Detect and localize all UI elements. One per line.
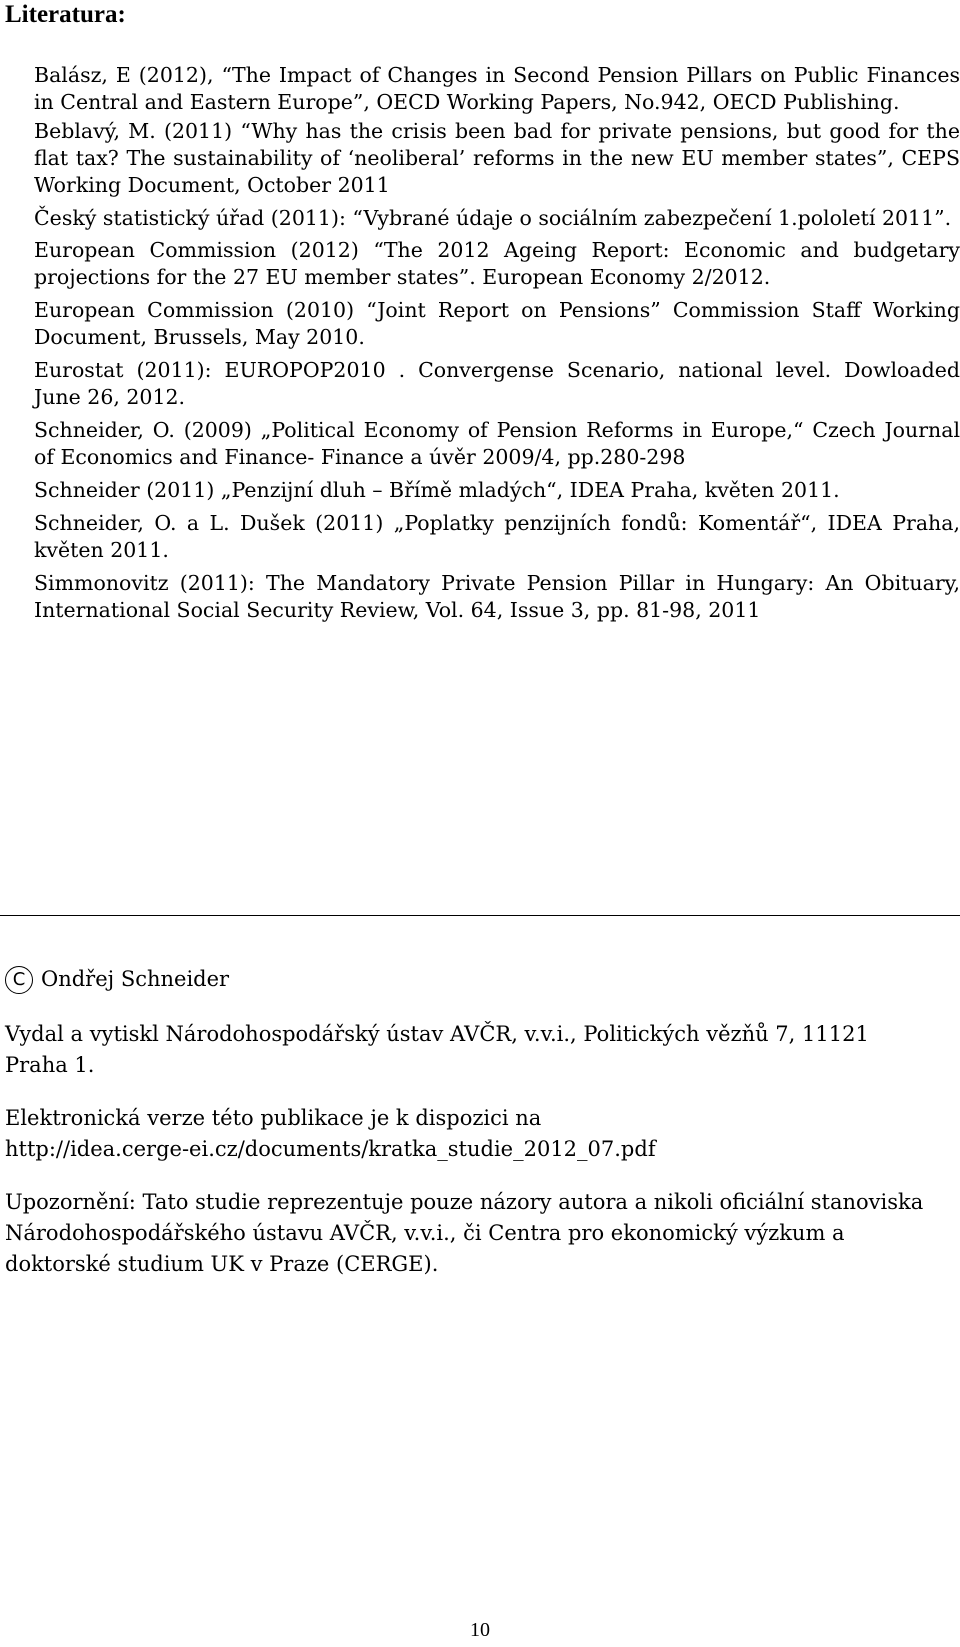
electronic-version-note	[5, 1103, 925, 1165]
horizontal-divider	[0, 915, 960, 916]
reference-item: Schneider, O. (2009) „Political Economy of Pension Reforms in Europe,“ Czech Journal of Economics and Finance- Finance a úvěr 2009/4, pp.280-298	[34, 418, 960, 469]
reference-item: Eurostat (2011): EUROPOP2010 . Convergense Scenario, national level. Dowloaded June 26, 2012.	[34, 358, 960, 409]
reference-item: European Commission (2010) “Joint Report on Pensions” Commission Staff Working Document, Brussels, May 2010.	[34, 298, 960, 349]
colophon	[5, 964, 925, 1302]
reference-item: Schneider (2011) „Penzijní dluh – Břímě mladých“, IDEA Praha, květen 2011.	[34, 478, 840, 502]
reference-item: Balász, E (2012), “The Impact of Changes in Second Pension Pillars on Public Finances in Central and Eastern Europe”, OECD Working Papers, No.942, OECD Publishing.	[34, 63, 960, 114]
publisher-statement: Vydal a vytiskl Národohospodářský ústav AVČR, v.v.i., Politických vězňů 7, 11121 Praha 1.	[5, 1022, 869, 1077]
reference-item: European Commission (2012) “The 2012 Ageing Report: Economic and budgetary projections for the 27 EU member states”. European Economy 2/2012.	[34, 238, 960, 289]
reference-item: Simmonovitz (2011): The Mandatory Private Pension Pillar in Hungary: An Obituary, International Social Security Review, Vol. 64, Issue 3, pp. 81-98, 2011	[34, 571, 960, 622]
reference-item: Český statistický úřad (2011): “Vybrané údaje o sociálním zabezpečení 1.pololetí 2011”.	[34, 206, 952, 230]
electronic-version-intro: Elektronická verze této publikace je k dispozici na	[5, 1106, 542, 1130]
disclaimer: Upozornění: Tato studie reprezentuje pouze názory autora a nikoli oficiální stanoviska Národohospodářského ústavu AVČR, v.v.i., či Centra pro ekonomický výzkum a doktorské studium UK v Praze (CERGE).	[5, 1190, 924, 1276]
reference-list	[34, 62, 960, 624]
copyright-line	[5, 964, 925, 995]
references-heading: Literatura:	[5, 1, 126, 28]
copyright-icon: C	[5, 966, 33, 994]
page-number: 10	[470, 1619, 490, 1641]
author-name: Ondřej Schneider	[41, 967, 230, 991]
reference-item: Beblavý, M. (2011) “Why has the crisis been bad for private pensions, but good for the flat tax? The sustainability of ‘neoliberal’ reforms in the new EU member states”, CEPS Working Document, October 2011	[34, 119, 960, 197]
publication-url-link[interactable]: http://idea.cerge-ei.cz/documents/kratka_studie_2012_07.pdf	[5, 1137, 656, 1161]
reference-item: Schneider, O. a L. Dušek (2011) „Poplatky penzijních fondů: Komentář“, IDEA Praha, květen 2011.	[34, 511, 960, 562]
